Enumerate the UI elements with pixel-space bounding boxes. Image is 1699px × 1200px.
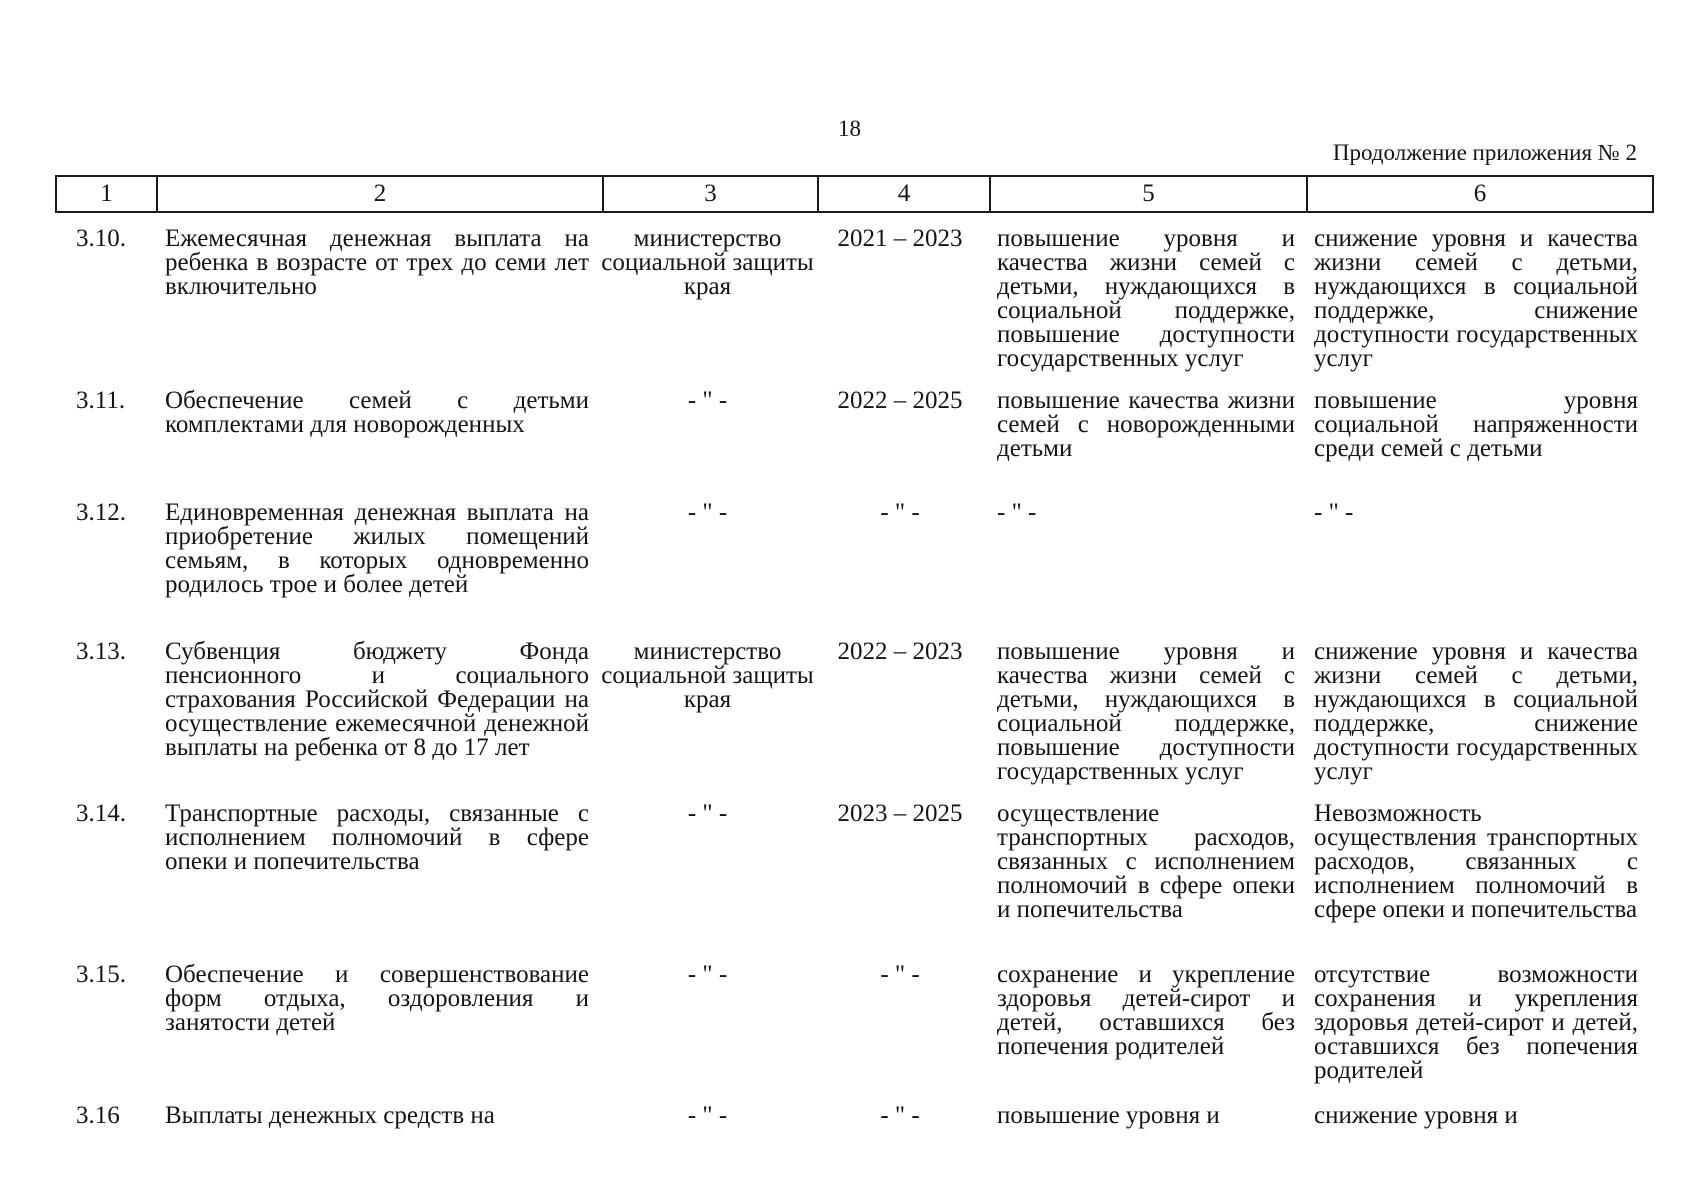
row-number: 3.13.	[76, 638, 126, 665]
row-number: 3.12.	[76, 499, 126, 526]
executor: - " -	[687, 387, 728, 414]
measure-name: Выплаты денежных средств на	[165, 1102, 495, 1129]
header-col-2: 2	[157, 176, 603, 212]
expected-result: повышение уровня и качества жизни семей с детьми, нуждающихся в социальной поддержке, повышение доступности государственных услуг	[997, 638, 1295, 785]
header-row	[56, 176, 1653, 212]
executor: министерство социальной защиты края	[601, 225, 814, 300]
period: 2022 – 2025	[837, 387, 963, 414]
period: 2023 – 2025	[837, 800, 963, 827]
row-number: 3.15.	[76, 961, 126, 988]
executor: - " -	[687, 800, 728, 827]
period: - " -	[880, 961, 920, 988]
consequence: снижение уровня и качества жизни семей с детьми, нуждающихся в социальной поддержке, снижение доступности государственных услуг	[1314, 638, 1638, 785]
row-number: 3.16	[76, 1102, 120, 1129]
expected-result: повышение качества жизни семей с новорожденными детьми	[997, 387, 1295, 462]
executor: - " -	[687, 499, 728, 526]
consequence: снижение уровня и	[1314, 1102, 1518, 1129]
period: 2022 – 2023	[837, 638, 963, 665]
executor: министерство социальной защиты края	[601, 638, 814, 713]
period: - " -	[880, 499, 920, 526]
row-number: 3.10.	[76, 225, 126, 252]
period: 2021 – 2023	[837, 225, 963, 252]
measure-name: Ежемесячная денежная выплата на ребенка в возрасте от трех до семи лет включительно	[165, 225, 589, 300]
column-header-table	[55, 175, 1654, 213]
expected-result: повышение уровня и	[997, 1102, 1220, 1129]
expected-result: осуществление транспортных расходов, связанных с исполнением полномочий в сфере опеки и попечительства	[997, 800, 1295, 923]
expected-result: повышение уровня и качества жизни семей с детьми, нуждающихся в социальной поддержке, повышение доступности государственных услуг	[997, 225, 1295, 372]
header-col-5: 5	[990, 176, 1307, 212]
executor: - " -	[687, 961, 728, 988]
header-col-6: 6	[1307, 176, 1653, 212]
executor: - " -	[687, 1102, 728, 1129]
header-col-3: 3	[603, 176, 818, 212]
measure-name: Единовременная денежная выплата на приобретение жилых помещений семьям, в которых одновременно родилось трое и более детей	[165, 499, 589, 598]
measure-name: Обеспечение семей с детьми комплектами для новорожденных	[165, 387, 589, 438]
consequence: снижение уровня и качества жизни семей с детьми, нуждающихся в социальной поддержке, снижение доступности государственных услуг	[1314, 225, 1638, 372]
period: - " -	[880, 1102, 920, 1129]
consequence: Невозможность осуществления транспортных расходов, связанных с исполнением полномочий в сфере опеки и попечительства	[1314, 800, 1638, 923]
row-number: 3.14.	[76, 800, 126, 827]
expected-result: - " -	[997, 499, 1037, 526]
measure-name: Транспортные расходы, связанные с исполнением полномочий в сфере опеки и попечительства	[165, 800, 589, 875]
row-number: 3.11.	[76, 387, 126, 414]
continuation-note: Продолжение приложения № 2	[1332, 140, 1637, 165]
expected-result: сохранение и укрепление здоровья детей-сирот и детей, оставшихся без попечения родителей	[997, 961, 1295, 1060]
header-col-1: 1	[56, 176, 157, 212]
consequence: - " -	[1314, 499, 1354, 526]
consequence: повышение уровня социальной напряженности среди семей с детьми	[1314, 387, 1638, 462]
page-number: 18	[838, 116, 861, 141]
consequence: отсутствие возможности сохранения и укрепления здоровья детей-сирот и детей, оставшихся без попечения родителей	[1314, 961, 1638, 1084]
header-col-4: 4	[818, 176, 990, 212]
measure-name: Субвенция бюджету Фонда пенсионного и социального страхования Российской Федерации на осуществление ежемесячной денежной выплаты на ребенка от 8 до 17 лет	[165, 638, 589, 761]
measure-name: Обеспечение и совершенствование форм отдыха, оздоровления и занятости детей	[165, 961, 589, 1036]
